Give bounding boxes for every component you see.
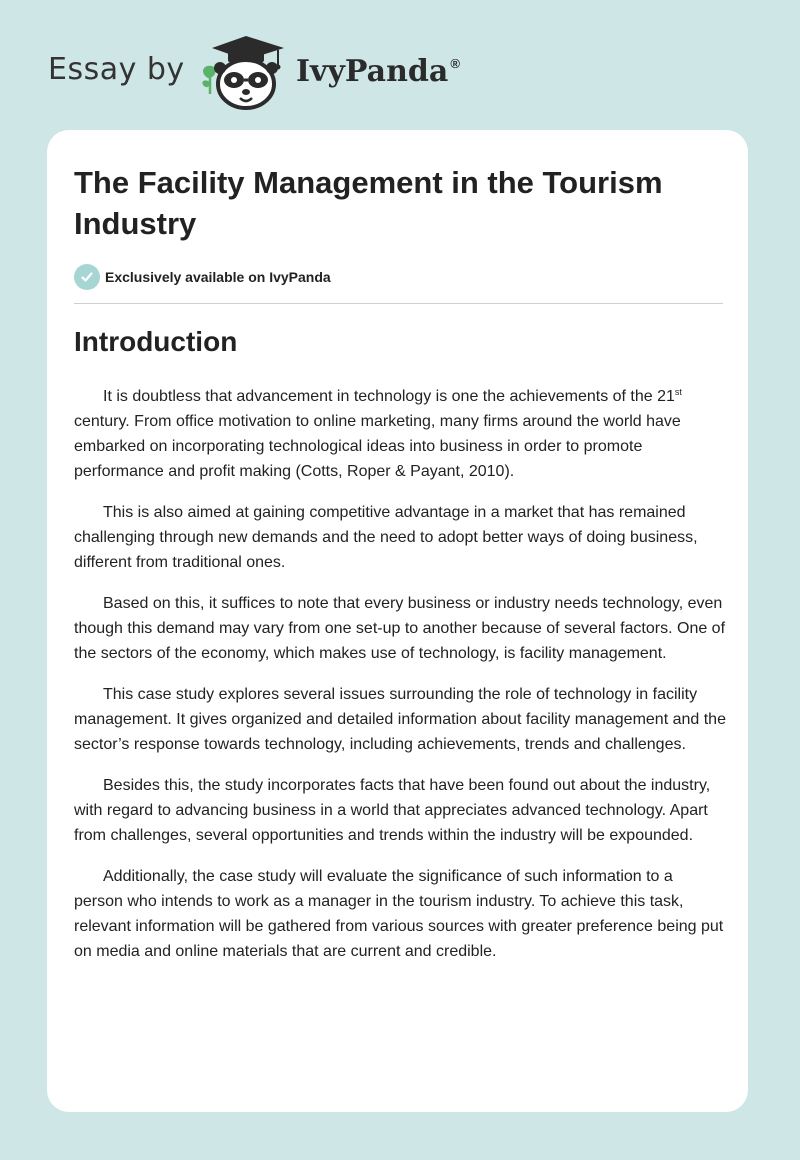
exclusive-badge	[74, 264, 331, 290]
essay-card	[47, 130, 748, 1112]
paragraph: It is doubtless that advancement in technology is one the achievements of the 21st century. From office motivation to online marketing, many firms around the world have embarked on incorporating technological ideas into business in order to promote performance and profit making (Cotts, Roper & Payant, 2010).	[74, 387, 682, 480]
check-circle-icon	[74, 264, 100, 290]
exclusive-label: Exclusively available on IvyPanda	[105, 269, 331, 285]
paragraph: This case study explores several issues surrounding the role of technology in facility management. It gives organized and detailed information about facility management and the sector’s response towards technology, including achievements, trends and challenges.	[74, 686, 726, 753]
page-title: The Facility Management in the Tourism Industry	[74, 165, 663, 241]
paragraph: This is also aimed at gaining competitive advantage in a market that has remained challenging through new demands and the need to adopt better ways of doing business, different from traditional ones.	[74, 504, 698, 571]
panda-logo-icon[interactable]	[198, 34, 288, 110]
paragraph: Based on this, it suffices to note that every business or industry needs technology, even though this demand may vary from one set-up to another because of several factors. One of the sectors of the economy, which makes use of technology, is facility management.	[74, 595, 726, 662]
brand-logo[interactable]	[296, 54, 460, 89]
divider	[74, 303, 723, 304]
brand-name: IvyPanda	[296, 54, 449, 89]
registered-mark: ®	[450, 56, 460, 71]
section-heading: Introduction	[74, 326, 238, 357]
site-header	[0, 0, 800, 130]
superscript: st	[674, 387, 682, 397]
essay-by-label: Essay by	[48, 52, 185, 87]
article-body	[74, 384, 726, 980]
paragraph: Additionally, the case study will evaluate the significance of such information to a person who intends to work as a manager in the tourism industry. To achieve this task, relevant information will be gathered from various sources with greater preference being put on media and online materials that are current and credible.	[74, 868, 724, 960]
paragraph: Besides this, the study incorporates facts that have been found out about the industry, with regard to advancing business in a world that appreciates advanced technology. Apart from challenges, several opportunities and trends within the industry will be expounded.	[74, 777, 711, 844]
